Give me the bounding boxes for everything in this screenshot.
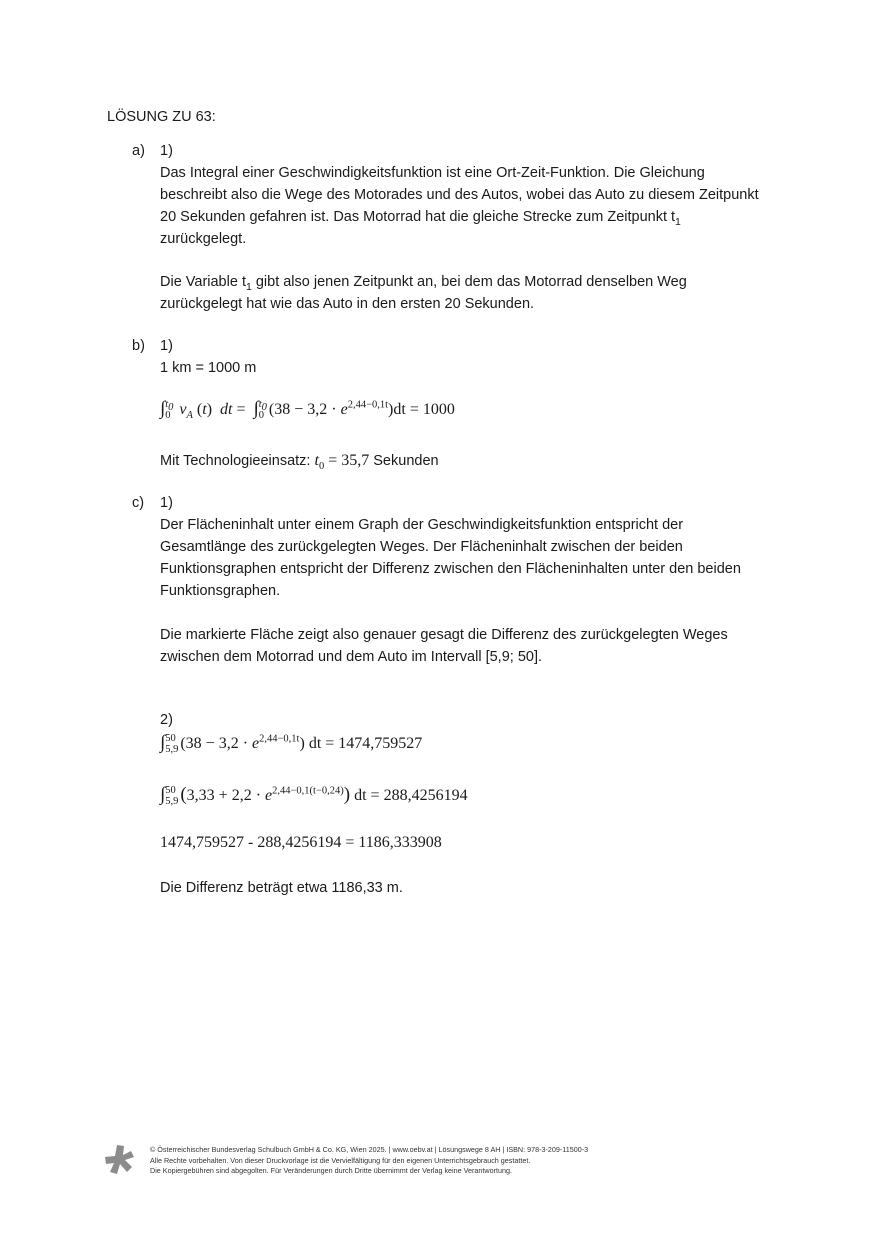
footer-copyright: [150, 1145, 588, 1177]
integral-motorrad: ∫ 50 5,9 $(38 - 3,2 \cdot e^{2,44-0,1t})$ dt = 1474,759527: [160, 732, 423, 756]
part-c2-number: 2): [160, 712, 173, 728]
part-a-number: 1): [160, 143, 173, 159]
part-a-line: Das Integral einer Geschwindigkeitsfunktion ist eine Ort-Zeit-Funktion. Die Gleichung: [160, 165, 705, 181]
part-a-line: beschreibt also die Wege des Motorades und des Autos, wobei das Auto zu diesem Zeitpunkt: [160, 187, 759, 203]
footer-line: © Österreichischer Bundesverlag Schulbuch GmbH & Co. KG, Wien 2025. | www.oebv.at | Lösungswege 8 AH | ISBN: 978-3-209-11500-3: [150, 1145, 589, 1154]
footer-line: Alle Rechte vorbehalten. Von dieser Druckvorlage ist die Vervielfältigung für den eigenen Unterrichtsgebrauch gestattet.: [150, 1155, 531, 1165]
solution-heading: LÖSUNG ZU 63:: [107, 109, 216, 125]
part-b-content: [160, 335, 800, 379]
part-c-line: Die markierte Fläche zeigt also genauer gesagt die Differenz des zurückgelegten Weges: [160, 627, 728, 643]
part-a-line: 20 Sekunden gefahren ist. Das Motorrad hat die gleiche Strecke zum Zeitpunkt $t_1$: [160, 209, 681, 228]
part-c-number: 1): [160, 495, 173, 511]
part-a-content: [160, 140, 800, 315]
part-b-number: 1): [160, 338, 173, 354]
integral-equation: ∫ $t_0$ 0 $v_A$ (t) dt = ∫ $t_0$ 0 $(38 - 3,2 \cdot e^{2,44-0,1t})dt = 1000$: [160, 398, 455, 422]
part-c-line: zwischen dem Motorrad und dem Auto im Intervall [5,9; 50].: [160, 649, 543, 665]
footer-line: Die Kopiergebühren sind abgegolten. Für Veränderungen durch Dritte übernimmt der Verlag keine Verantwortung.: [150, 1166, 512, 1175]
part-c-line: Funktionsgraphen.: [160, 583, 281, 599]
part-a-label: a): [132, 143, 145, 159]
part-c-line: Der Flächeninhalt unter einem Graph der Geschwindigkeitsfunktion entspricht der: [160, 517, 684, 533]
part-c-label: c): [132, 495, 145, 511]
part-c-content: [160, 492, 800, 668]
publisher-logo: [103, 1143, 137, 1177]
part-a-line: zurückgelegt hat wie das Auto in den ersten 20 Sekunden.: [160, 296, 535, 312]
conclusion: Die Differenz beträgt etwa 1186,33 m.: [160, 880, 403, 896]
part-b-label: b): [132, 338, 145, 354]
part-a-line: Die Variable $t_1$ gibt also jenen Zeitpunkt an, bei dem das Motorrad denselben Weg: [160, 274, 687, 293]
integral-auto: ∫ 50 5,9 $(3,33 + 2,2 \cdot e^{2,44-0,1(t-0,24)})$ dt = 288,4256194: [160, 784, 468, 808]
unit-conversion: 1 km = 1000 m: [160, 360, 257, 376]
difference-equation: 1474,759527 - 288,4256194 = 1186,333908: [160, 834, 442, 851]
part-a-line: zurückgelegt.: [160, 231, 247, 247]
part-c-line: Funktionsgraphen entspricht der Differenz zwischen den Flächeninhalten unter den beiden: [160, 561, 741, 577]
technology-result: Mit Technologieeinsatz: $t_0 = 35,7$ Sekunden: [160, 452, 439, 473]
part-c-line: Gesamtlänge des zurückgelegten Weges. Der Flächeninhalt zwischen der beiden: [160, 539, 683, 555]
